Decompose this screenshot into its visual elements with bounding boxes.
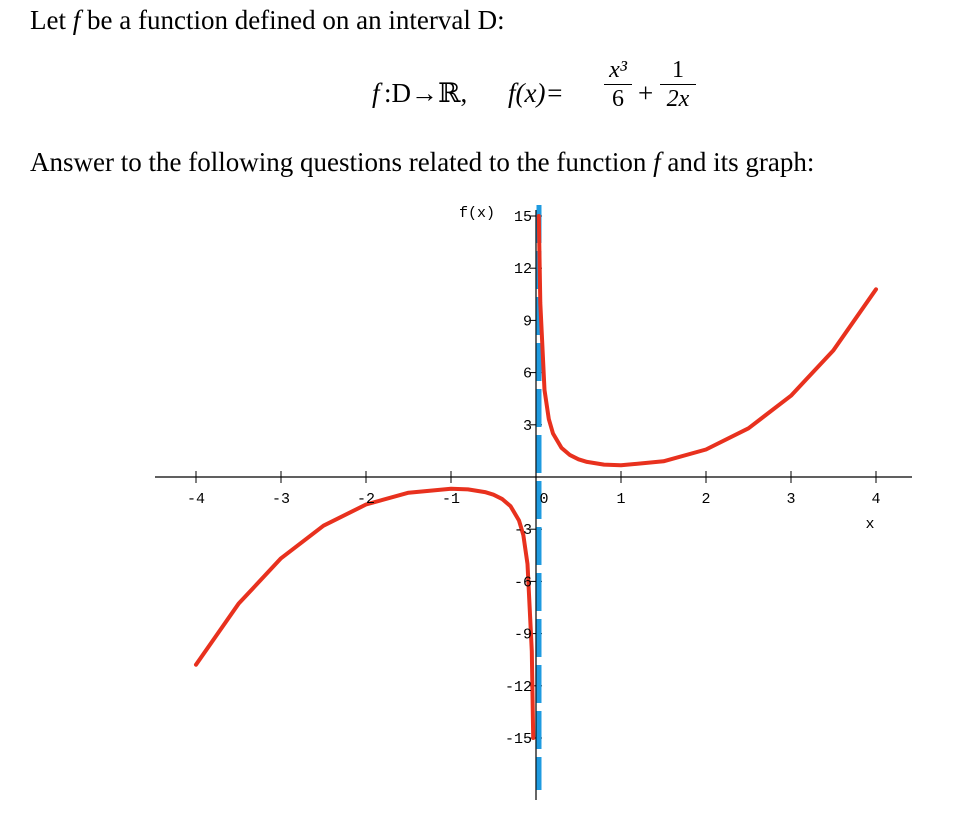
y-tick-label: 12 xyxy=(513,261,532,279)
x-tick-label: 2 xyxy=(701,491,711,508)
y-tick-label: -9 xyxy=(513,626,532,644)
y-tick-label: 6 xyxy=(522,365,532,383)
fraction-one-over-two-x xyxy=(660,56,696,113)
question-prefix: Answer to the following questions related to the function xyxy=(30,147,647,177)
fraction-1-denominator: 6 xyxy=(612,86,624,112)
function-graph xyxy=(0,195,957,823)
mapping-domain-codomain: :D→ℝ, xyxy=(384,78,468,108)
fraction-2-denominator: 2x xyxy=(666,86,690,112)
y-axis-title: f(x) xyxy=(458,205,495,222)
x-tick-label: -3 xyxy=(271,491,291,508)
x-tick-label: 0 xyxy=(539,491,549,508)
plus-sign: + xyxy=(638,78,654,108)
intro-prefix: Let xyxy=(30,5,66,35)
y-tick-label: 15 xyxy=(513,209,532,226)
mapping-function-symbol: f xyxy=(372,78,380,108)
x-tick-label: 1 xyxy=(616,491,626,508)
x-tick-label: -4 xyxy=(186,491,206,508)
fraction-2-numerator: 1 xyxy=(672,57,684,83)
y-tick-label: 3 xyxy=(522,417,532,435)
y-tick-label: -12 xyxy=(504,678,532,696)
x-tick-label: 4 xyxy=(871,491,881,508)
x-tick-label: 3 xyxy=(786,491,796,508)
curve-branch-right xyxy=(539,216,876,465)
intro-sentence xyxy=(30,5,505,36)
y-tick-label: 9 xyxy=(522,313,532,331)
question-sentence xyxy=(30,147,814,178)
x-tick-label: -1 xyxy=(441,491,461,508)
x-tick-label: -2 xyxy=(356,491,376,508)
fraction-x-cubed-over-six xyxy=(604,56,632,113)
curve-branch-left xyxy=(196,489,533,738)
y-tick-label: -6 xyxy=(513,574,532,592)
intro-function-symbol: f xyxy=(72,5,81,35)
function-lhs: f(x)= xyxy=(508,78,564,108)
question-suffix: and its graph: xyxy=(667,147,815,177)
y-tick-label: -3 xyxy=(513,522,532,540)
y-tick-label: -15 xyxy=(504,731,532,748)
x-axis-title: x xyxy=(865,516,875,533)
fraction-1-numerator: x³ xyxy=(609,57,627,83)
question-function-symbol: f xyxy=(653,147,661,177)
intro-suffix: be a function defined on an interval D: xyxy=(87,5,505,35)
